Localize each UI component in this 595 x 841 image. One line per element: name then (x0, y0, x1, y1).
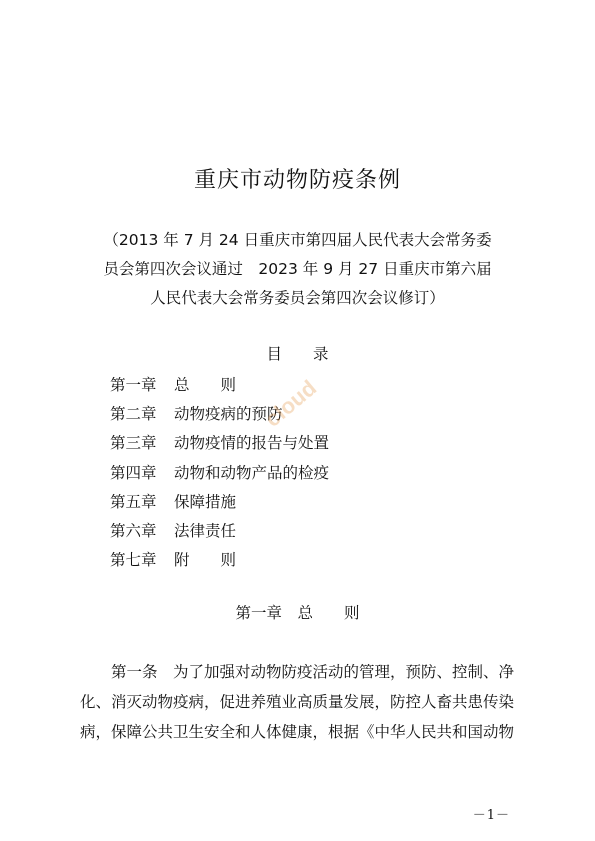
document-title: 重庆市动物防疫条例 (193, 168, 401, 193)
toc-chapter-number: 第四章 (110, 463, 157, 482)
toc-item (110, 429, 329, 458)
adoption-note-line: 员会第四次会议通过 2023 年 9 月 27 日重庆市第六届 (103, 260, 492, 278)
toc-chapter-title: 附 则 (174, 551, 237, 570)
toc-chapter-title: 总 则 (174, 376, 237, 394)
toc-chapter-number: 第二章 (110, 405, 157, 424)
article-body (80, 657, 520, 747)
toc-chapter-number: 第五章 (110, 492, 157, 511)
toc-chapter-title: 保障措施 (174, 492, 237, 511)
toc-chapter-title: 动物疫病的预防 (174, 405, 283, 424)
toc-chapter-number: 第七章 (110, 551, 157, 570)
toc-chapter-number: 第三章 (110, 434, 157, 453)
toc-item (110, 488, 329, 517)
article-line: 化、消灭动物疫病，促进养殖业高质量发展，防控人畜共患传染 (80, 693, 515, 711)
adoption-note-line: （2013 年 7 月 24 日重庆市第四届人民代表大会常务委 (103, 231, 492, 249)
toc-item (110, 517, 329, 546)
toc-item (110, 459, 329, 488)
toc-item (110, 371, 329, 400)
toc-chapter-title: 动物和动物产品的检疫 (174, 463, 330, 482)
toc-item (110, 546, 329, 575)
toc-chapter-number: 第六章 (110, 522, 157, 541)
toc-chapter-title: 法律责任 (174, 522, 237, 541)
article-line: 第一条 为了加强对动物防疫活动的管理，预防、控制、净 (111, 663, 515, 681)
toc-item (110, 400, 329, 429)
toc-heading: 目 录 (266, 345, 329, 363)
toc-chapter-title: 动物疫情的报告与处置 (174, 434, 330, 453)
adoption-note (0, 226, 595, 313)
toc-chapter-number: 第一章 (110, 376, 157, 394)
adoption-note-line: 人民代表大会常务委员会第四次会议修订） (150, 289, 445, 307)
chapter-heading: 第一章 总 则 (235, 604, 360, 622)
article-line: 病，保障公共卫生安全和人体健康，根据《中华人民共和国动物 (80, 723, 515, 741)
table-of-contents (110, 371, 329, 575)
page-number: －1－ (472, 808, 510, 823)
watermark-text: cloud (260, 375, 322, 432)
